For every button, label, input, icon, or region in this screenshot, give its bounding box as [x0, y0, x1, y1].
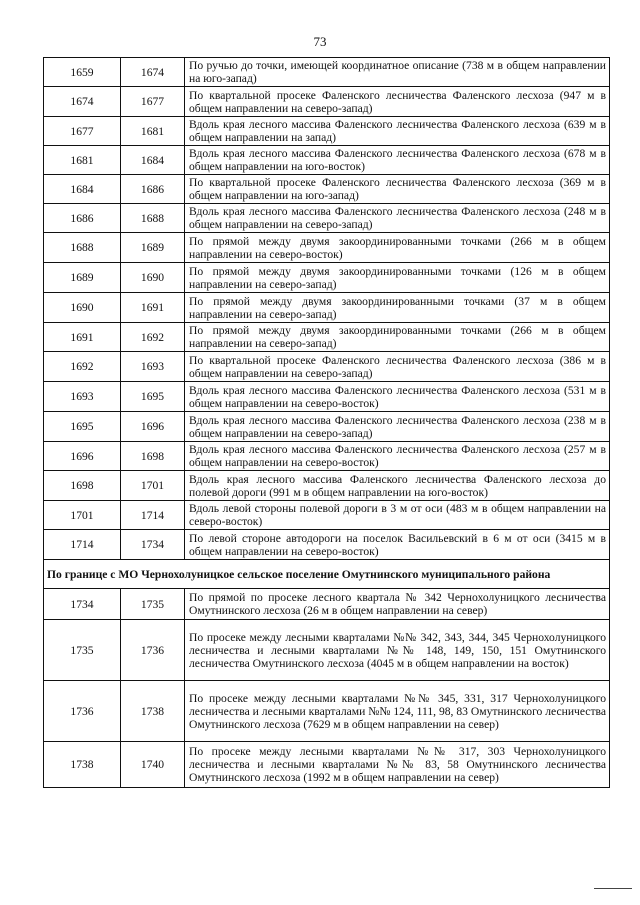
table-row [44, 146, 610, 175]
boundary-description: По просеке между лесными кварталами №№ 345, 331, 317 Чернохолуницкого лесничества и лесными кварталами №№ 124, 111, 98, 83 Омутнинского лесничества Омутнинского лесхоза (7629 м в общем направлении на север) [185, 681, 610, 742]
table-row [44, 58, 610, 87]
boundary-description: По прямой между двумя закоординированными точками (126 м в общем направлении на северо-запад) [185, 263, 610, 293]
boundary-description: Вдоль края лесного массива Фаленского лесничества Фаленского лесхоза (639 м в общем направлении на запад) [185, 117, 610, 146]
point-to: 1740 [121, 742, 185, 788]
point-from: 1738 [44, 742, 121, 788]
table-row [44, 204, 610, 233]
point-from: 1735 [44, 620, 121, 681]
point-from: 1688 [44, 233, 121, 263]
point-to: 1690 [121, 263, 185, 293]
boundary-description: Вдоль края лесного массива Фаленского лесничества Фаленского лесхоза до полевой дороги (991 м в общем направлении на юго-восток) [185, 471, 610, 501]
boundary-description: По прямой по просеке лесного квартала № 342 Чернохолуницкого лесничества Омутнинского лесхоза (26 м в общем направлении на север) [185, 589, 610, 620]
section-row [44, 560, 610, 589]
point-from: 1701 [44, 501, 121, 530]
boundary-description: Вдоль края лесного массива Фаленского лесничества Фаленского лесхоза (531 м в общем направлении на северо-восток) [185, 382, 610, 412]
table-row [44, 87, 610, 117]
point-to: 1686 [121, 175, 185, 204]
point-to: 1695 [121, 382, 185, 412]
point-from: 1736 [44, 681, 121, 742]
point-from: 1681 [44, 146, 121, 175]
point-to: 1701 [121, 471, 185, 501]
point-to: 1736 [121, 620, 185, 681]
table-row [44, 742, 610, 788]
point-to: 1684 [121, 146, 185, 175]
point-from: 1692 [44, 352, 121, 382]
point-to: 1735 [121, 589, 185, 620]
boundary-description: По левой стороне автодороги на поселок Васильевский в 6 м от оси (3415 м в общем направлении на северо-восток) [185, 530, 610, 560]
point-to: 1691 [121, 293, 185, 323]
table-row [44, 589, 610, 620]
section-heading: По границе с МО Чернохолуницкое сельское поселение Омутнинского муниципального района [44, 560, 610, 589]
table-row [44, 323, 610, 352]
boundary-description: Вдоль края лесного массива Фаленского лесничества Фаленского лесхоза (248 м в общем направлении на северо-запад) [185, 204, 610, 233]
boundary-description: По прямой между двумя закоординированными точками (266 м в общем направлении на северо-восток) [185, 233, 610, 263]
point-from: 1734 [44, 589, 121, 620]
table-row [44, 442, 610, 471]
point-from: 1693 [44, 382, 121, 412]
table-row [44, 117, 610, 146]
boundary-description: По прямой между двумя закоординированными точками (266 м в общем направлении на северо-запад) [185, 323, 610, 352]
table-row [44, 471, 610, 501]
point-from: 1684 [44, 175, 121, 204]
point-to: 1689 [121, 233, 185, 263]
table-row [44, 501, 610, 530]
boundary-description: По прямой между двумя закоординированными точками (37 м в общем направлении на северо-запад) [185, 293, 610, 323]
table-row [44, 352, 610, 382]
boundary-rows-bottom [44, 589, 610, 788]
table-row [44, 681, 610, 742]
point-from: 1686 [44, 204, 121, 233]
point-to: 1681 [121, 117, 185, 146]
table-row [44, 382, 610, 412]
footer-rule [594, 888, 632, 889]
point-from: 1674 [44, 87, 121, 117]
boundary-description: По ручью до точки, имеющей координатное описание (738 м в общем направлении на юго-запад) [185, 58, 610, 87]
boundary-description: Вдоль края лесного массива Фаленского лесничества Фаленского лесхоза (238 м в общем направлении на северо-запад) [185, 412, 610, 442]
boundary-table [43, 57, 610, 788]
table-row [44, 293, 610, 323]
point-to: 1698 [121, 442, 185, 471]
point-to: 1692 [121, 323, 185, 352]
point-from: 1689 [44, 263, 121, 293]
boundary-description: По квартальной просеке Фаленского лесничества Фаленского лесхоза (369 м в общем направлении на юго-запад) [185, 175, 610, 204]
boundary-description: Вдоль края лесного массива Фаленского лесничества Фаленского лесхоза (678 м в общем направлении на юго-восток) [185, 146, 610, 175]
point-from: 1677 [44, 117, 121, 146]
table-row [44, 530, 610, 560]
point-to: 1674 [121, 58, 185, 87]
boundary-description: По квартальной просеке Фаленского лесничества Фаленского лесхоза (947 м в общем направлении на северо-запад) [185, 87, 610, 117]
point-to: 1688 [121, 204, 185, 233]
point-from: 1714 [44, 530, 121, 560]
section-block [44, 560, 610, 589]
point-from: 1696 [44, 442, 121, 471]
table-row [44, 233, 610, 263]
boundary-description: Вдоль левой стороны полевой дороги в 3 м от оси (483 м в общем направлении на северо-восток) [185, 501, 610, 530]
table-row [44, 620, 610, 681]
table-row [44, 175, 610, 204]
point-to: 1677 [121, 87, 185, 117]
point-from: 1691 [44, 323, 121, 352]
point-from: 1659 [44, 58, 121, 87]
point-from: 1690 [44, 293, 121, 323]
boundary-rows-top [44, 58, 610, 560]
table-row [44, 263, 610, 293]
boundary-description: По просеке между лесными кварталами №№ 317, 303 Чернохолуницкого лесничества и лесными кварталами №№ 83, 58 Омутнинского лесничества Омутнинского лесхоза (1992 м в общем направлении на север) [185, 742, 610, 788]
table-row [44, 412, 610, 442]
point-to: 1693 [121, 352, 185, 382]
point-to: 1714 [121, 501, 185, 530]
point-to: 1734 [121, 530, 185, 560]
page-number: 73 [313, 34, 327, 49]
boundary-description: По квартальной просеке Фаленского лесничества Фаленского лесхоза (386 м в общем направлении на северо-запад) [185, 352, 610, 382]
point-from: 1695 [44, 412, 121, 442]
point-to: 1738 [121, 681, 185, 742]
point-to: 1696 [121, 412, 185, 442]
boundary-description: По просеке между лесными кварталами №№ 342, 343, 344, 345 Чернохолуницкого лесничества и лесными кварталами №№ 148, 149, 150, 151 Омутнинского лесничества Омутнинского лесхоза (4045 м в общем направлении на восток) [185, 620, 610, 681]
boundary-description: Вдоль края лесного массива Фаленского лесничества Фаленского лесхоза (257 м в общем направлении на северо-восток) [185, 442, 610, 471]
point-from: 1698 [44, 471, 121, 501]
